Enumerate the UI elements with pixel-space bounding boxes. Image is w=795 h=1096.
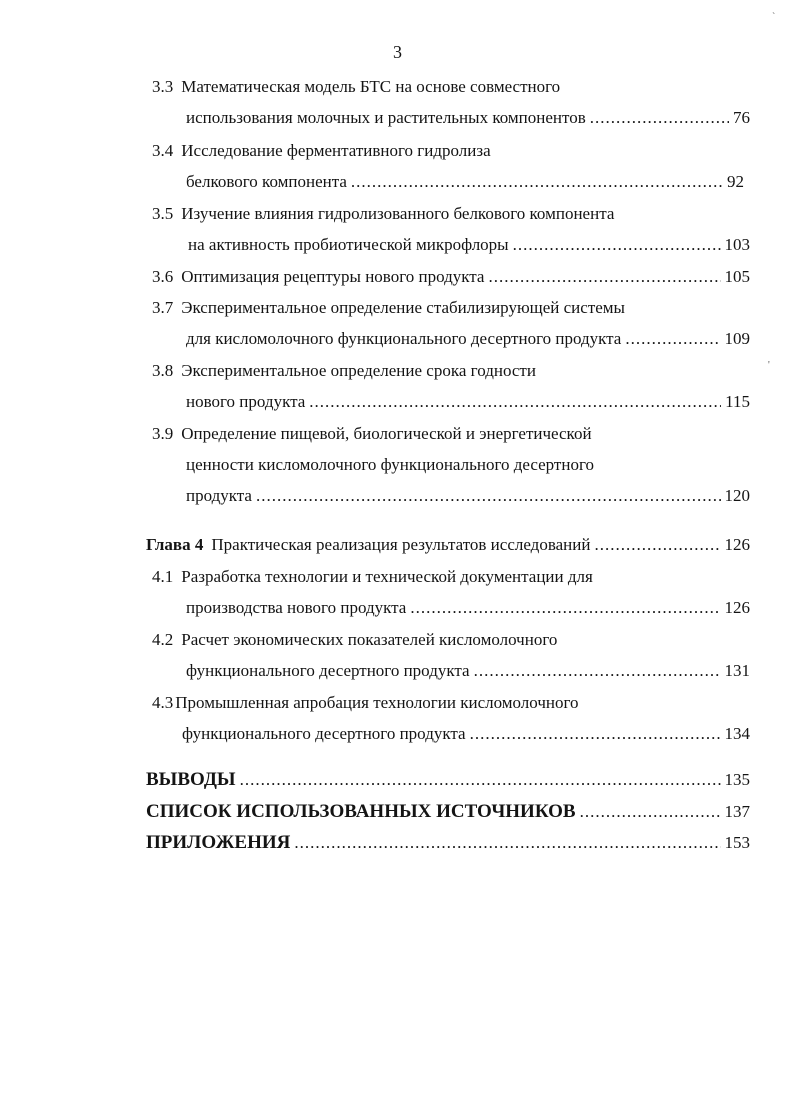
toc-entry-3-8-line1 (152, 360, 536, 382)
leader-dots (351, 171, 723, 193)
toc-references (146, 801, 750, 823)
toc-entry-3-7-line2 (186, 328, 750, 350)
chapter-label: Глава 4 (146, 535, 204, 554)
section-title-line: функционального десертного продукта (182, 724, 466, 743)
leader-dots (410, 597, 720, 619)
toc-entry-3-3-line2 (186, 107, 750, 129)
section-title-line: продукта (186, 486, 252, 505)
page-ref: 134 (724, 724, 750, 743)
section-number: 3.3 (152, 77, 174, 96)
section-title-line: Расчет экономических показателей кисломолочного (181, 630, 558, 649)
references-title: СПИСОК ИСПОЛЬЗОВАННЫХ ИСТОЧНИКОВ (146, 801, 576, 822)
toc-entry-3-7-line1 (152, 297, 625, 319)
page-ref: 103 (724, 235, 750, 254)
toc-entry-3-9-line1 (152, 423, 592, 445)
section-number: 3.6 (152, 267, 174, 286)
toc-entry-4-1-line1 (152, 566, 593, 588)
section-title-line: функционального десертного продукта (186, 661, 470, 680)
section-number: 4.2 (152, 630, 174, 649)
toc-entry-3-9-line2 (186, 454, 594, 476)
leader-dots (294, 832, 720, 854)
appendices-title: ПРИЛОЖЕНИЯ (146, 832, 291, 853)
page-ref: 115 (725, 392, 750, 411)
page-ref: 137 (724, 802, 750, 821)
page-ref: 153 (724, 833, 750, 852)
section-title-line: Изучение влияния гидролизованного белкового компонента (181, 204, 615, 223)
page-ref: 109 (724, 329, 750, 348)
section-number: 3.5 (152, 204, 174, 223)
toc-entry-3-4-line1 (152, 140, 491, 162)
section-title-line: нового продукта (186, 392, 306, 411)
section-title-line: Математическая модель БТС на основе совместного (181, 77, 561, 96)
leader-dots (625, 328, 720, 350)
section-number: 3.8 (152, 361, 174, 380)
chapter-title: Практическая реализация результатов исследований (211, 535, 591, 554)
section-number: 4.1 (152, 567, 174, 586)
page-ref: 92 (727, 172, 744, 191)
leader-dots (580, 801, 721, 823)
leader-dots (474, 660, 721, 682)
page-ref: 105 (724, 267, 750, 286)
leader-dots (590, 107, 729, 129)
section-number: 4.3 (152, 693, 174, 712)
toc-entry-4-3-line2 (182, 723, 750, 745)
toc-entry-3-9-line3 (186, 485, 750, 507)
toc-entry-4-1-line2 (186, 597, 750, 619)
toc-conclusions (146, 769, 750, 791)
page-ref: 76 (733, 108, 750, 127)
toc-entry-3-5-line1 (152, 203, 614, 225)
section-title-line: производства нового продукта (186, 598, 407, 617)
toc-entry-3-3-line1 (152, 76, 560, 98)
scan-speck: ` (772, 12, 776, 23)
section-number: 3.4 (152, 141, 174, 160)
section-title-line: Исследование ферментативного гидролиза (181, 141, 491, 160)
toc-entry-4-2-line2 (186, 660, 750, 682)
section-title-line: на активность пробиотической микрофлоры (188, 235, 509, 254)
section-title-line: Определение пищевой, биологической и энергетической (181, 424, 592, 443)
section-title-line: ценности кисломолочного функционального десертного (186, 455, 595, 474)
page-ref: 126 (724, 598, 750, 617)
page-number: 3 (393, 42, 402, 62)
section-number: 3.7 (152, 298, 174, 317)
toc-entry-3-4-line2 (186, 171, 744, 193)
toc-entry-3-6 (152, 266, 750, 288)
leader-dots (470, 723, 721, 745)
page-ref: 120 (724, 486, 750, 505)
section-title-line: использования молочных и растительных компонентов (186, 108, 586, 127)
toc-appendices (146, 832, 750, 854)
section-title-line: Разработка технологии и технической документации для (181, 567, 593, 586)
section-title-line: для кисломолочного функционального десертного продукта (186, 329, 622, 348)
section-title-line: Промышленная апробация технологии кисломолочного (175, 693, 579, 712)
conclusions-title: ВЫВОДЫ (146, 769, 236, 790)
toc-entry-3-5-line2 (188, 234, 750, 256)
leader-dots (594, 534, 720, 556)
section-number: 3.9 (152, 424, 174, 443)
toc-chapter-4 (146, 534, 750, 556)
scan-speck: ' (768, 360, 770, 371)
section-title-line: белкового компонента (186, 172, 347, 191)
page-ref: 135 (724, 770, 750, 789)
leader-dots (256, 485, 721, 507)
section-title-line: Экспериментальное определение стабилизирующей системы (181, 298, 625, 317)
leader-dots (488, 266, 720, 288)
page-ref: 126 (724, 535, 750, 554)
toc-entry-4-2-line1 (152, 629, 557, 651)
leader-dots (240, 769, 721, 791)
leader-dots (309, 391, 721, 413)
leader-dots (513, 234, 721, 256)
toc-entry-3-8-line2 (186, 391, 750, 413)
section-title-line: Оптимизация рецептуры нового продукта (181, 267, 485, 286)
toc-entry-4-3-line1 (152, 692, 579, 714)
page-ref: 131 (724, 661, 750, 680)
section-title-line: Экспериментальное определение срока годности (181, 361, 536, 380)
